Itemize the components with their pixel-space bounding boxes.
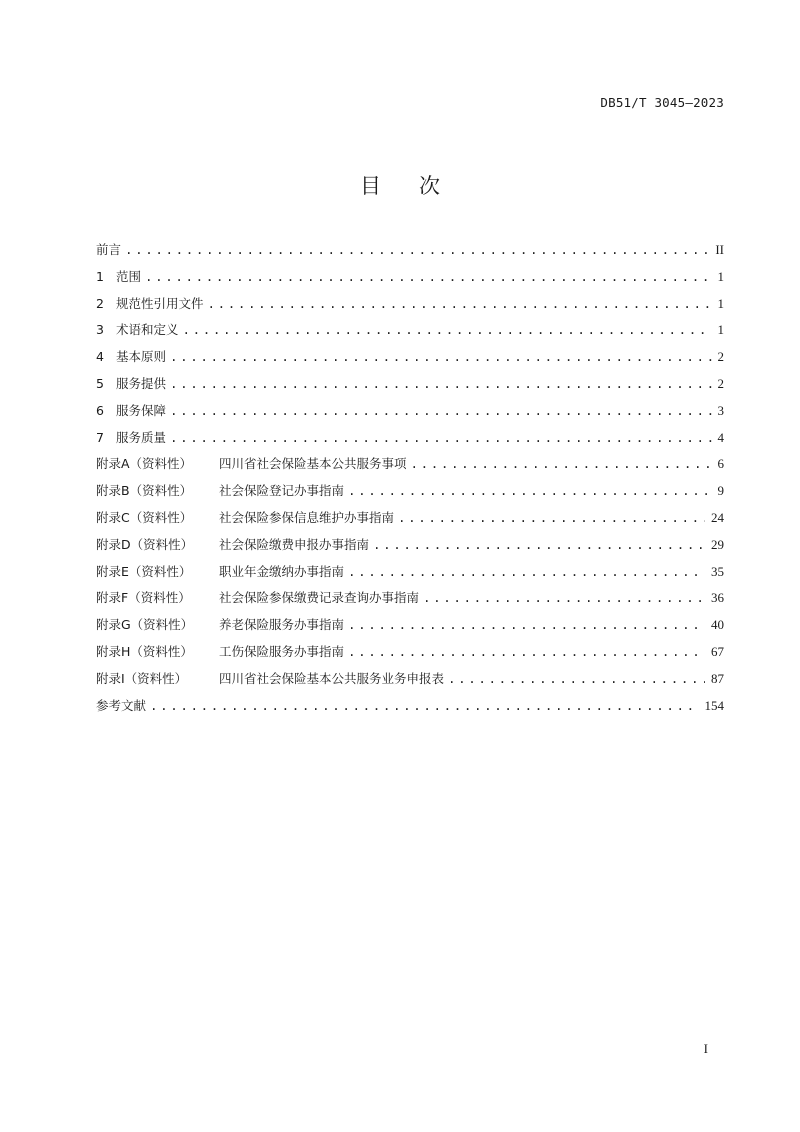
toc-number: 4 [96,349,104,365]
toc-page-number: 154 [704,697,724,713]
toc-label: 服务质量 [116,429,167,445]
toc-page-number: 2 [717,375,724,391]
toc-leader-dots [183,322,712,337]
toc-entry-1[interactable] [96,267,724,294]
toc-label: 范围 [116,268,142,284]
toc-leader-dots [170,349,711,364]
table-of-contents [96,240,724,722]
toc-leader-dots [348,564,705,579]
toc-entry-appendix-a[interactable] [96,454,724,481]
standard-code: DB51/T 3045—2023 [600,95,724,110]
toc-label: 服务提供 [116,375,167,391]
toc-leader-dots [348,644,705,659]
toc-page-number: 35 [711,563,724,579]
toc-page-number: 40 [711,617,724,633]
toc-label: 社会保险登记办事指南 [219,483,345,499]
toc-entry-7[interactable] [96,428,724,455]
appendix-prefix: 附录B（资料性） [96,483,193,499]
toc-leader-dots [208,296,712,311]
toc-page-number: 2 [717,349,724,365]
toc-number: 3 [96,322,104,338]
toc-leader-dots [170,403,711,418]
toc-page-number: 3 [717,402,724,418]
toc-label: 社会保险参保缴费记录查询办事指南 [219,590,420,606]
page-title [0,170,800,200]
toc-page-number: 87 [711,670,724,686]
toc-page-number: 4 [717,429,724,445]
appendix-prefix: 附录G（资料性） [96,617,194,633]
toc-number: 1 [96,268,104,284]
toc-entry-appendix-d[interactable] [96,535,724,562]
toc-label: 社会保险缴费申报办事指南 [219,536,370,552]
toc-leader-dots [145,269,711,284]
toc-number: 5 [96,375,104,391]
page-number: I [703,1041,708,1056]
toc-entry-appendix-i[interactable] [96,669,724,696]
toc-page-number: 67 [711,643,724,659]
toc-label: 前言 [96,242,122,257]
toc-entry-3[interactable] [96,320,724,347]
toc-leader-dots [423,590,705,605]
toc-entry-references[interactable] [96,696,724,723]
toc-label: 四川省社会保险基本公共服务事项 [219,456,407,472]
appendix-prefix: 附录E（资料性） [96,563,192,579]
toc-page-number: 9 [717,483,724,499]
toc-label: 工伤保险服务办事指南 [219,643,345,659]
toc-page-number: 36 [711,590,724,606]
toc-entry-appendix-g[interactable] [96,615,724,642]
toc-entry-2[interactable] [96,294,724,321]
toc-number: 2 [96,295,104,311]
toc-leader-dots [373,537,705,552]
title-part-2: 次 [419,174,440,198]
toc-leader-dots [411,456,712,471]
toc-number: 7 [96,429,104,445]
toc-label: 参考文献 [96,697,147,713]
appendix-prefix: 附录H（资料性） [96,643,193,659]
toc-entry-appendix-b[interactable] [96,481,724,508]
toc-leader-dots [398,510,705,525]
toc-label: 服务保障 [116,402,167,418]
toc-entry-appendix-e[interactable] [96,562,724,589]
toc-entry-6[interactable] [96,401,724,428]
toc-label: 社会保险参保信息维护办事指南 [219,509,395,525]
toc-label: 职业年金缴纳办事指南 [219,563,345,579]
title-part-1: 目 [360,174,381,198]
appendix-prefix: 附录D（资料性） [96,536,194,552]
toc-entry-5[interactable] [96,374,724,401]
toc-page-number: II [715,242,724,257]
toc-leader-dots [170,376,711,391]
toc-number: 6 [96,402,104,418]
toc-leader-dots [348,483,711,498]
toc-page-number: 24 [711,509,724,525]
appendix-prefix: 附录F（资料性） [96,590,191,606]
toc-leader-dots [448,671,705,686]
appendix-prefix: 附录C（资料性） [96,509,193,525]
toc-label: 规范性引用文件 [116,295,204,311]
toc-entry-appendix-c[interactable] [96,508,724,535]
appendix-prefix: 附录A（资料性） [96,456,193,472]
toc-entry-4[interactable] [96,347,724,374]
toc-leader-dots [170,430,711,445]
toc-label: 术语和定义 [116,322,179,338]
toc-label: 养老保险服务办事指南 [219,617,345,633]
toc-entry-appendix-f[interactable] [96,588,724,615]
toc-page-number: 1 [717,295,724,311]
toc-leader-dots [150,698,698,713]
toc-label: 四川省社会保险基本公共服务业务申报表 [219,670,445,686]
toc-leader-dots [348,617,705,632]
toc-entry-appendix-h[interactable] [96,642,724,669]
toc-page-number: 29 [711,536,724,552]
toc-label: 基本原则 [116,349,167,365]
toc-entry-foreword[interactable] [96,240,724,267]
toc-page-number: 1 [717,322,724,338]
appendix-prefix: 附录I（资料性） [96,670,188,686]
toc-leader-dots [125,242,709,257]
toc-page-number: 1 [717,268,724,284]
toc-page-number: 6 [717,456,724,472]
